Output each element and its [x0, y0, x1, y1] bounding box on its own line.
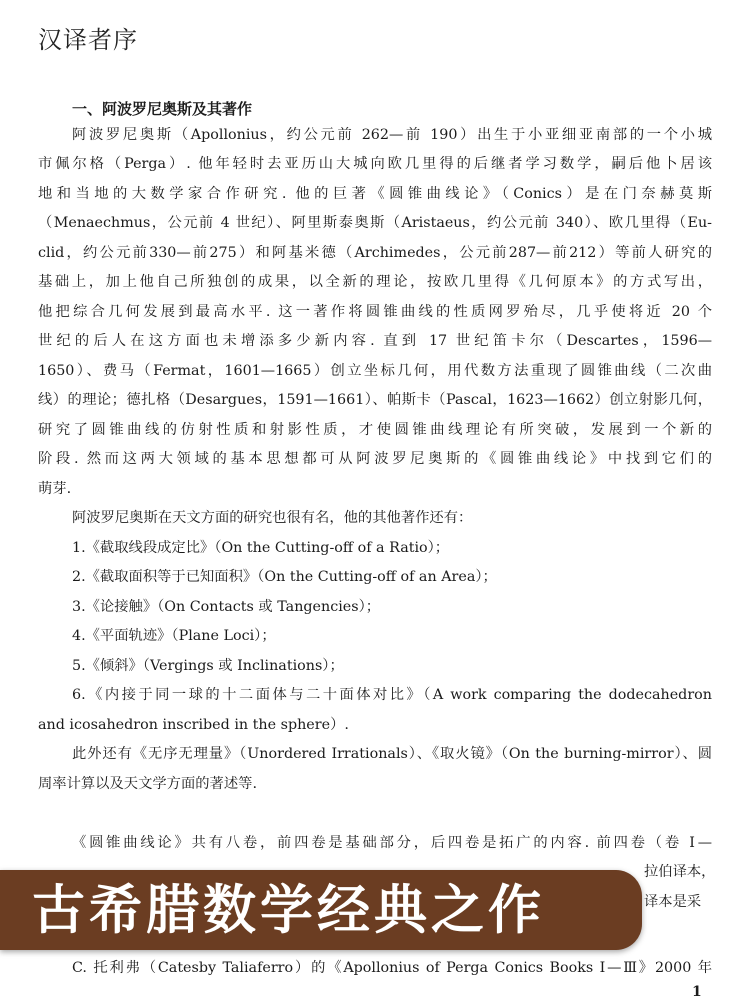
body-line: clid，约公元前330—前275）和阿基米德（Archimedes，公元前287—前212）等前人研究的 [38, 245, 712, 261]
body-line: 世纪的后人在这方面也未增添多少新内容. 直到 17 世纪笛卡尔（Descartes，1596— [38, 333, 712, 349]
works-list-item: 4.《平面轨迹》（Plane Loci）； [72, 628, 276, 644]
works-list-item: 1.《截取线段成定比》（On the Cutting-off of a Ratio）； [72, 540, 450, 556]
section-heading: 一、阿波罗尼奥斯及其著作 [72, 100, 253, 118]
page-number: 1 [692, 984, 702, 1000]
works-list-item: 3.《论接触》（On Contacts 或 Tangencies）； [72, 599, 381, 615]
page-title: 汉译者序 [38, 26, 138, 54]
body-line-partial: 拉伯译本， [644, 864, 716, 880]
works-intro: 阿波罗尼奥斯在天文方面的研究也很有名，他的其他著作还有： [72, 510, 473, 526]
works-list-item: 2.《截取面积等于已知面积》（On the Cutting-off of an Area）； [72, 569, 497, 585]
body-line: 线）的理论；德扎格（Desargues，1591—1661）、帕斯卡（Pascal，1623—1662）创立射影几何， [38, 392, 712, 408]
works-list-item: 5.《倾斜》（Vergings 或 Inclinations）； [72, 658, 344, 674]
body-line: C. 托利弗（Catesby Taliaferro）的《Apollonius of Perga Conics Books Ⅰ—Ⅲ》2000 年 [72, 960, 712, 976]
works-list-item-continued: and icosahedron inscribed in the sphere）. [38, 717, 349, 733]
body-line-partial: 译本是采 [644, 894, 702, 910]
banner-text: 古希腊数学经典之作 [32, 879, 545, 941]
body-line: 此外还有《无序无理量》（Unordered Irrationals）、《取火镜》（On the burning-mirror）、圆 [72, 746, 712, 762]
body-line: 他把综合几何发展到最高水平. 这一著作将圆锥曲线的性质网罗殆尽，几乎使将近 20 个 [38, 304, 712, 320]
promo-banner [0, 870, 642, 950]
body-line: （Menaechmus，公元前 4 世纪）、阿里斯泰奥斯（Aristaeus，约公元前 340）、欧几里得（Eu- [38, 215, 712, 231]
body-line: 阶段. 然而这两大领域的基本思想都可从阿波罗尼奥斯的《圆锥曲线论》中找到它们的 [38, 451, 712, 467]
body-line: 阿波罗尼奥斯（Apollonius，约公元前 262—前 190）出生于小亚细亚南部的一个小城 [72, 127, 712, 143]
body-line: 市佩尔格（Perga）. 他年轻时去亚历山大城向欧几里得的后继者学习数学，嗣后他卜居该 [38, 156, 712, 172]
body-line: 基础上，加上他自己所独创的成果，以全新的理论，按欧几里得《几何原本》的方式写出， [38, 274, 712, 290]
body-line: 1650）、费马（Fermat，1601—1665）创立坐标几何，用代数方法重现了圆锥曲线（二次曲 [38, 363, 712, 379]
body-line: 地和当地的大数学家合作研究. 他的巨著《圆锥曲线论》（Conics）是在门奈赫莫斯 [38, 186, 712, 202]
body-line: 周率计算以及天文学方面的著述等. [38, 776, 257, 792]
body-line: 《圆锥曲线论》共有八卷，前四卷是基础部分，后四卷是拓广的内容. 前四卷（卷 Ⅰ— [72, 835, 712, 851]
body-line: 研究了圆锥曲线的仿射性质和射影性质，才使圆锥曲线理论有所突破，发展到一个新的 [38, 422, 712, 438]
body-line: 萌芽. [38, 481, 72, 497]
works-list-item: 6.《内接于同一球的十二面体与二十面体对比》（A work comparing the dodecahedron [72, 687, 712, 703]
